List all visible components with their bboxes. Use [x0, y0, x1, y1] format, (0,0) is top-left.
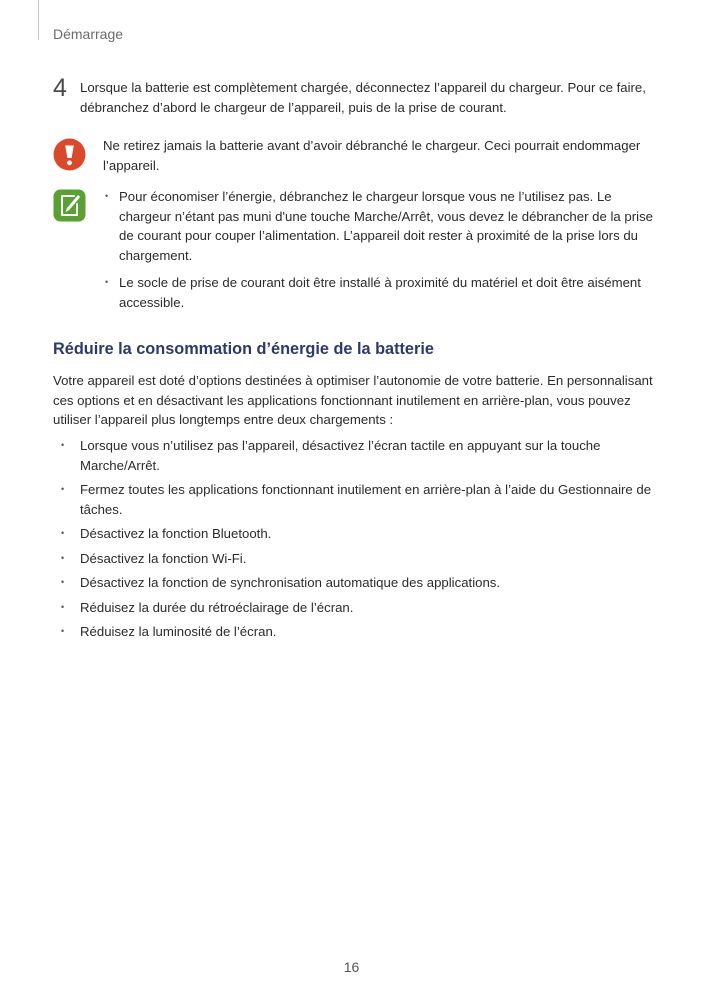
note-item: • Le socle de prise de courant doit être installé à proximité du matériel et doit être aisément accessible.: [103, 273, 653, 312]
caution-notice: [53, 136, 653, 175]
section-heading: Réduire la consommation d’énergie de la batterie: [53, 340, 434, 358]
note-item: • Pour économiser l’énergie, débranchez le chargeur lorsque vous ne l’utilisez pas. Le chargeur n’étant pas muni d'une touche Marche/Arrêt, vous devez le débrancher de la prise de courant pour couper l’alimentation. L’appareil doit rester à proximité de la prise lors du chargement.: [103, 187, 653, 265]
header-divider: [38, 0, 39, 40]
note-notice: [53, 187, 653, 320]
step-number: 4: [53, 74, 67, 102]
list-item: • Lorsque vous n’utilisez pas l’appareil, désactivez l’écran tactile en appuyant sur la touche Marche/Arrêt.: [53, 436, 653, 475]
section-intro: Votre appareil est doté d’options destinées à optimiser l’autonomie de votre batterie. En personnalisant ces options et en désactivant les applications fonctionnant inutilement en arrière-plan, vous pouvez utiliser l’appareil plus longtemps entre deux chargements :: [53, 373, 653, 427]
list-item: • Réduisez la luminosité de l’écran.: [53, 622, 653, 642]
tips-list: [53, 436, 653, 647]
page-number: 16: [343, 959, 360, 975]
step-text: Lorsque la batterie est complètement chargée, déconnectez l’appareil du chargeur. Pour ce faire, débranchez d’abord le chargeur de l’appareil, puis de la prise de courant.: [80, 80, 646, 115]
note-pencil-icon: [53, 189, 86, 227]
list-item: • Réduisez la durée du rétroéclairage de l’écran.: [53, 598, 653, 618]
list-item: • Désactivez la fonction de synchronisation automatique des applications.: [53, 573, 653, 593]
caution-text: Ne retirez jamais la batterie avant d’avoir débranché le chargeur. Ceci pourrait endommager l’appareil.: [103, 138, 641, 173]
list-item: • Désactivez la fonction Bluetooth.: [53, 524, 653, 544]
step-4: [53, 74, 653, 117]
section-title: Démarrage: [53, 26, 124, 42]
list-item: • Désactivez la fonction Wi-Fi.: [53, 549, 653, 569]
list-item: • Fermez toutes les applications fonctionnant inutilement en arrière-plan à l’aide du Gestionnaire de tâches.: [53, 480, 653, 519]
caution-icon: [53, 138, 86, 176]
